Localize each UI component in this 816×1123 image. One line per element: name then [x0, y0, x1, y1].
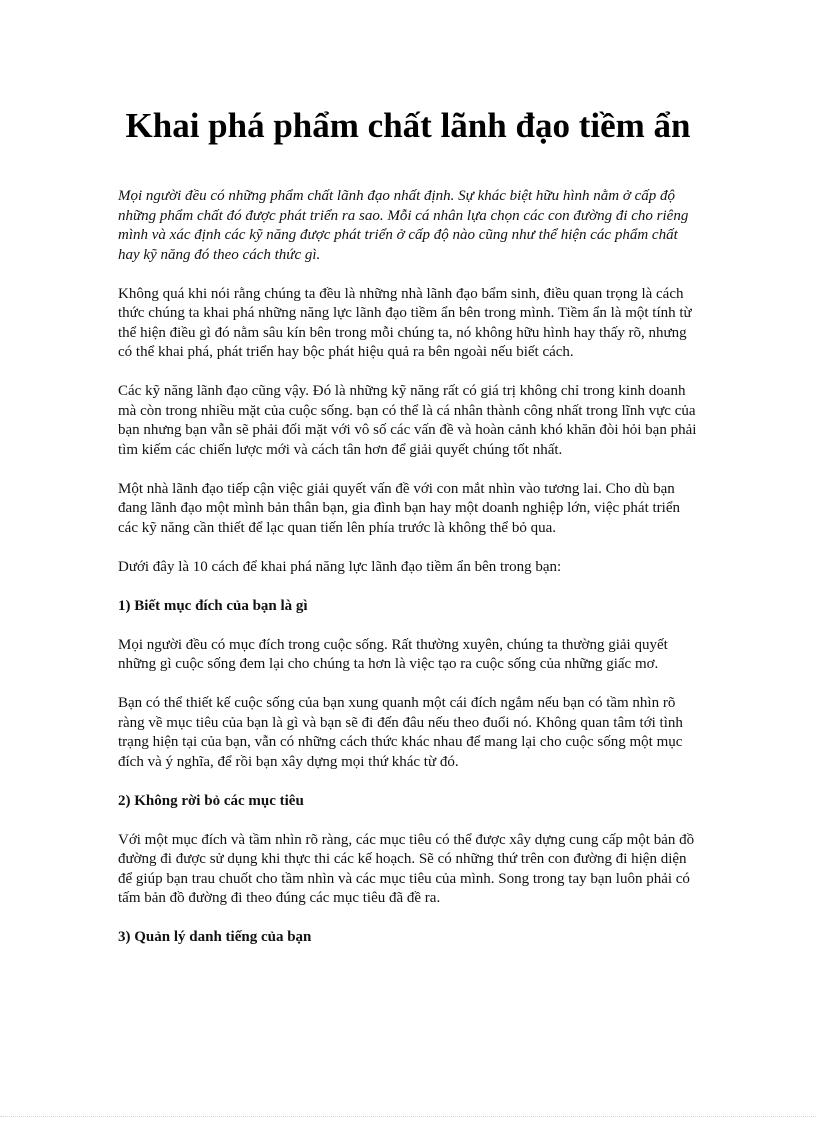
- body-paragraph: Không quá khi nói rằng chúng ta đều là những nhà lãnh đạo bẩm sinh, điều quan trọng là cách thức chúng ta khai phá những năng lực lãnh đạo tiềm ẩn bên trong mình. Tiềm ẩn là một tính từ thể hiện điều gì đó nằm sâu kín bên trong mỗi chúng ta, nó không hữu hình hay thấy rõ, nhưng có thể khai phá, phát triển hay bộc phát hiệu quả ra bên ngoài nếu biết cách.: [118, 285, 692, 360]
- section-heading: 2) Không rời bỏ các mục tiêu: [118, 792, 304, 809]
- body-paragraph: Với một mục đích và tầm nhìn rõ ràng, các mục tiêu có thể được xây dựng cung cấp một bản đồ đường đi được sử dụng khi thực thi các kế hoạch. Sẽ có những thứ trên con đường đi hiện diện để giúp bạn trau chuốt cho tầm nhìn và các mục tiêu của mình. Song trong tay bạn luôn phải có tấm bản đồ đường đi theo đúng các mục tiêu đã đề ra.: [118, 831, 695, 906]
- body-paragraph: Mọi người đều có mục đích trong cuộc sống. Rất thường xuyên, chúng ta thường giải quyết những gì cuộc sống đem lại cho chúng ta hơn là việc tạo ra cuộc sống của những giấc mơ.: [118, 636, 668, 672]
- body-paragraph: Một nhà lãnh đạo tiếp cận việc giải quyết vấn đề với con mắt nhìn vào tương lai. Cho dù bạn đang lãnh đạo một mình bản thân bạn, gia đình bạn hay một doanh nghiệp lớn, việc phát triển các kỹ năng cần thiết để lạc quan tiến lên phía trước là không thể bỏ qua.: [118, 480, 680, 536]
- body-paragraph: Các kỹ năng lãnh đạo cũng vậy. Đó là những kỹ năng rất có giá trị không chỉ trong kinh doanh mà còn trong nhiều mặt của cuộc sống. bạn có thể là cá nhân thành công nhất trong lĩnh vực của bạn nhưng bạn vẫn sẽ phải đối mặt với vô số các vấn đề và hoàn cảnh khó khăn đòi hỏi bạn phải tìm kiếm các chiến lược mới và cách tân hơn để giải quyết chúng tốt nhất.: [118, 383, 697, 458]
- body-paragraph: Bạn có thể thiết kế cuộc sống của bạn xung quanh một cái đích ngắm nếu bạn có tầm nhìn rõ ràng về mục tiêu của bạn là gì và bạn sẽ đi đến đâu nếu theo đuổi nó. Không quan tâm tới tình trạng hiện tại của bạn, vẫn có những cách thức khác nhau để mang lại cho cuộc sống một mục đích và ý nghĩa, để rồi bạn xây dựng mọi thứ khác từ đó.: [118, 695, 683, 770]
- document-body: [118, 187, 700, 967]
- page-title: Khai phá phẩm chất lãnh đạo tiềm ẩn: [125, 106, 691, 145]
- section-heading: 1) Biết mục đích của bạn là gì: [118, 597, 308, 614]
- section-heading: 3) Quản lý danh tiếng của bạn: [118, 929, 312, 945]
- body-paragraph: Dưới đây là 10 cách để khai phá năng lực lãnh đạo tiềm ẩn bên trong bạn:: [118, 558, 562, 575]
- page-bottom-divider: [0, 1116, 816, 1117]
- intro-paragraph: Mọi người đều có những phẩm chất lãnh đạo nhất định. Sự khác biệt hữu hình nằm ở cấp độ những phẩm chất đó được phát triển ra sao. Mỗi cá nhân lựa chọn các con đường đi cho riêng mình và xác định các kỹ năng được phát triển ở cấp độ nào cũng như thể hiện các phẩm chất hay kỹ năng đó theo cách thức gì.: [118, 188, 689, 263]
